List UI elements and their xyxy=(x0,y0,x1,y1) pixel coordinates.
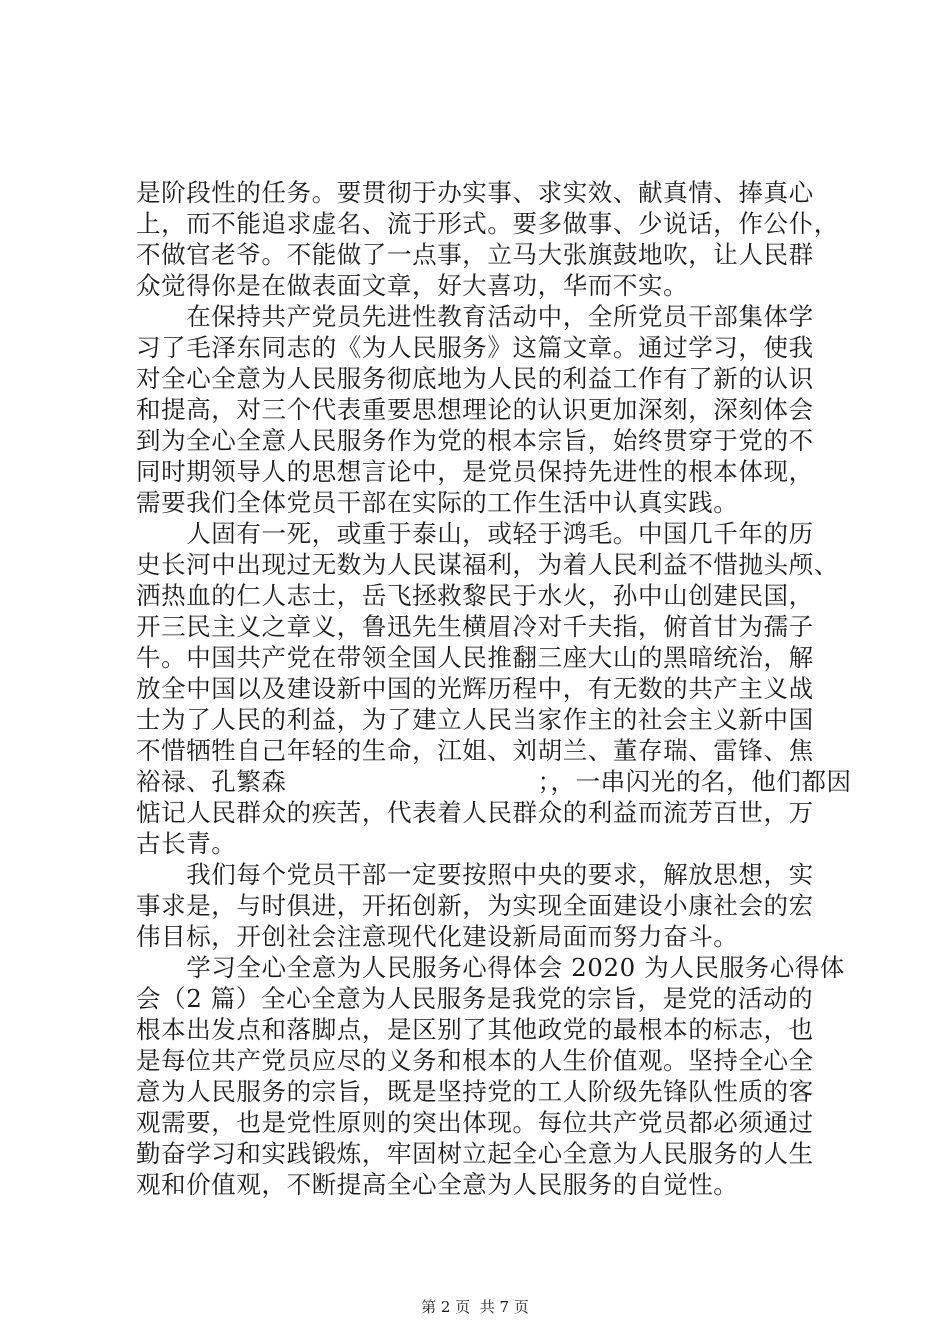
text-line: 古长青。 xyxy=(136,829,237,858)
text-line: 牛。中国共产党在带领全国人民推翻三座大山的黑暗统治，解 xyxy=(136,643,814,672)
text-line: 众觉得你是在做表面文章，好大喜功，华而不实。 xyxy=(136,271,689,300)
text-line: 放全中国以及建设新中国的光辉历程中，有无数的共产主义战 xyxy=(136,674,814,703)
text-line: 不做官老爷。不能做了一点事，立马大张旗鼓地吹，让人民群 xyxy=(136,240,814,269)
text-line: 是每位共产党员应尽的义务和根本的人生价值观。坚持全心全 xyxy=(136,1046,814,1075)
text-line: 史长河中出现过无数为人民谋福利，为着人民利益不惜抛头颅、 xyxy=(136,550,839,579)
text-line: 勤奋学习和实践锻炼，牢固树立起全心全意为人民服务的人生 xyxy=(136,1139,814,1168)
text-line: 在保持共产党员先进性教育活动中，全所党员干部集体学 xyxy=(136,302,814,331)
body-text xyxy=(136,177,852,1200)
text-line: 会（2 篇）全心全意为人民服务是我党的宗旨，是党的活动的 xyxy=(136,984,814,1013)
text-line: 人固有一死，或重于泰山，或轻于鸿毛。中国几千年的历 xyxy=(136,519,814,548)
text-line: 是阶段性的任务。要贯彻于办实事、求实效、献真情、捧真心 xyxy=(136,178,814,207)
text-line: 上，而不能追求虚名、流于形式。要多做事、少说话，作公仆， xyxy=(136,209,839,238)
text-line: 观和价值观，不断提高全心全意为人民服务的自觉性。 xyxy=(136,1170,739,1199)
page-footer xyxy=(0,1297,950,1317)
text-line: 需要我们全体党员干部在实际的工作生活中认真实践。 xyxy=(136,488,739,517)
text-line: 开三民主义之章义，鲁迅先生横眉冷对千夫指，俯首甘为孺子 xyxy=(136,612,814,641)
text-line: 观需要，也是党性原则的突出体现。每位共产党员都必须通过 xyxy=(136,1108,814,1137)
text-line: 不惜牺牲自己年轻的生命，江姐、刘胡兰、董存瑞、雷锋、焦 xyxy=(136,736,814,765)
text-line: 洒热血的仁人志士，岳飞拯救黎民于水火，孙中山创建民国， xyxy=(136,581,814,610)
text-line: 同时期领导人的思想言论中，是党员保持先进性的根本体现， xyxy=(136,457,814,486)
text-line: 对全心全意为人民服务彻底地为人民的利益工作有了新的认识 xyxy=(136,364,814,393)
text-line: 习了毛泽东同志的《为人民服务》这篇文章。通过学习，使我 xyxy=(136,333,814,362)
text-line: 到为全心全意人民服务作为党的根本宗旨，始终贯穿于党的不 xyxy=(136,426,814,455)
text-line: 我们每个党员干部一定要按照中央的要求，解放思想，实 xyxy=(136,860,814,889)
text-line: 和提高，对三个代表重要思想理论的认识更加深刻，深刻体会 xyxy=(136,395,814,424)
text-line: 根本出发点和落脚点，是区别了其他政党的最根本的标志，也 xyxy=(136,1015,814,1044)
text-line: 惦记人民群众的疾苦，代表着人民群众的利益而流芳百世，万 xyxy=(136,798,814,827)
text-line: 事求是，与时俱进，开拓创新，为实现全面建设小康社会的宏 xyxy=(136,891,814,920)
text-line: 伟目标，开创社会注意现代化建设新局面而努力奋斗。 xyxy=(136,922,739,951)
text-line: 士为了人民的利益，为了建立人民当家作主的社会主义新中国 xyxy=(136,705,814,734)
text-line: 意为人民服务的宗旨，既是坚持党的工人阶级先锋队性质的客 xyxy=(136,1077,814,1106)
page-number: 第 2 页 共 7 页 xyxy=(421,1298,529,1316)
text-line: 学习全心全意为人民服务心得体会 2020 为人民服务心得体 xyxy=(136,953,846,982)
text-line: 裕禄、孔繁森 ；，一串闪光的名，他们都因 xyxy=(136,767,852,796)
